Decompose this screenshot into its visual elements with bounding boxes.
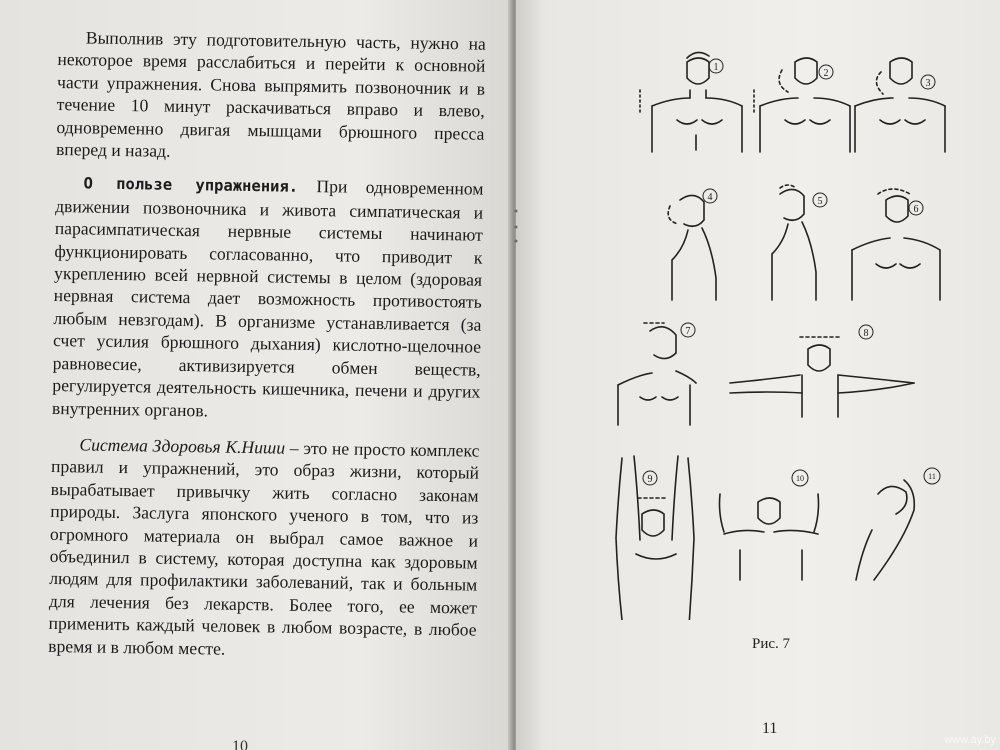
binding-staple-marks [512, 205, 520, 245]
figure-number-8 [859, 325, 873, 339]
page-number-left: 10 [232, 738, 248, 750]
paragraph-2 [52, 171, 484, 425]
svg-text:9: 9 [647, 474, 653, 485]
figure-number-1 [709, 59, 723, 73]
svg-text:4: 4 [707, 192, 713, 203]
svg-text:1: 1 [713, 62, 719, 73]
figure-number-4 [703, 189, 717, 203]
figure-number-3 [921, 75, 935, 89]
svg-text:8: 8 [863, 328, 869, 339]
watermark: www.ay.by [944, 734, 996, 746]
figure-number-5 [813, 193, 827, 207]
exercise-figures-illustration [610, 40, 950, 620]
paragraph-1: Выполнив эту подготовительную часть, нужно на некоторое время расслабиться и перейти к основной части упражнения. Снова выпрямить позвоночник и в течение 10 минут раскачиваться вправо и влево, одновременно двигая мышцами брюшного пресса вперед и назад. [55, 27, 486, 161]
figure-number-6 [909, 201, 923, 215]
svg-text:7: 7 [685, 326, 691, 337]
svg-text:6: 6 [913, 204, 919, 215]
paragraph-3 [48, 433, 479, 664]
paragraph-3-body: – это не просто комплекс правил и упражнений, это образ жизни, который вырабатывает привычку жить согласно законам природы. Заслуга японского ученого в том, что из огромного материала он выбрал самое важное и объединил в систему, которая доступна как здоровым людям для профилактики заболеваний, так и больным для лечения без лекарств. Более того, ее может применить каждый человек в любом возрасте, в любое время и в любом месте. [48, 437, 480, 659]
paragraph-2-heading: О пользе упражнения. [83, 174, 299, 197]
paragraph-2-body: При одновременном движении позвоночника и живота симпатическая и парасимпатическая нервные системы начинают функционировать согласованно, что приводит к укреплению всей нервной системы в целом (здоровая нервная система дает возможность противостоять любым невзгодам). В организме устанавливается (за счет усилия брюшного дыхания) кислотно-щелочное равновесие, активизируется обмен веществ, регулируется деятельность кишечника, печени и других внутренних органов. [51, 176, 484, 420]
figure-number-9 [643, 471, 657, 485]
figure-caption: Рис. 7 [752, 636, 791, 652]
svg-text:10: 10 [796, 474, 804, 483]
left-page-text [48, 26, 486, 675]
page-number-right: 11 [762, 720, 778, 737]
svg-text:2: 2 [823, 68, 829, 79]
svg-text:11: 11 [928, 472, 936, 481]
svg-text:3: 3 [925, 78, 931, 89]
figure-number-7 [681, 323, 695, 337]
svg-text:5: 5 [817, 196, 823, 207]
figure-number-2 [819, 65, 833, 79]
figure-number-11 [924, 468, 940, 484]
figure-number-10 [792, 470, 808, 486]
paragraph-3-italic: Система Здоровья К.Ниши [79, 434, 286, 458]
